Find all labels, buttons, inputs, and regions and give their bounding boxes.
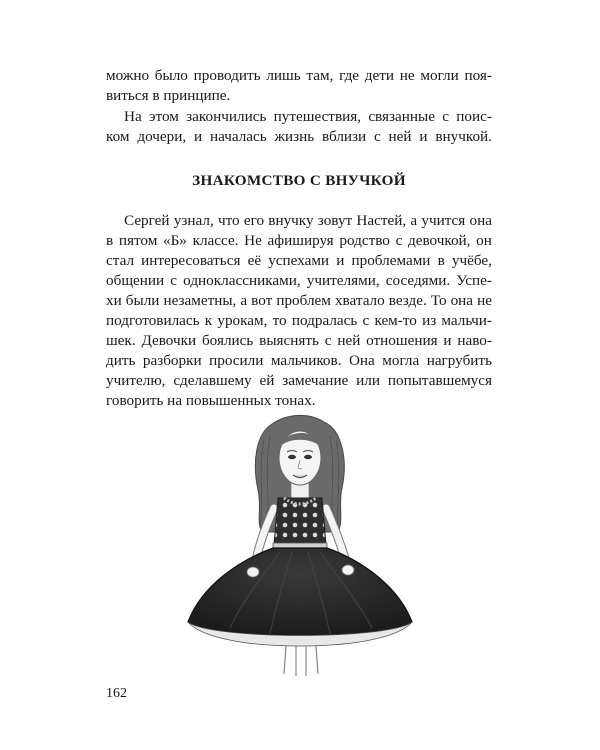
word: из <box>422 312 437 329</box>
word: с <box>373 128 381 145</box>
word: везде. <box>388 292 427 309</box>
page-number: 162 <box>106 686 127 701</box>
text-line <box>106 211 492 231</box>
word: просили <box>209 352 264 369</box>
word: вот <box>251 292 273 309</box>
word: ней <box>337 332 361 349</box>
word: успехами <box>268 252 330 269</box>
word: разборки <box>142 352 202 369</box>
text-line <box>106 231 492 251</box>
word: «Б» <box>162 232 187 249</box>
word: подралась <box>291 312 358 329</box>
word: вблизи <box>322 128 367 145</box>
text-line <box>106 291 492 311</box>
word: могла <box>382 352 420 369</box>
word: нагрубить <box>426 352 492 369</box>
word: не <box>399 67 415 84</box>
word: девочкой, <box>407 232 471 249</box>
word: На <box>124 108 142 125</box>
word: проблемами <box>351 252 431 269</box>
word: или <box>356 372 380 389</box>
word: внучку <box>268 212 314 229</box>
word: учится <box>421 212 466 229</box>
word: замечание <box>282 372 349 389</box>
word: он <box>476 232 492 249</box>
text-line: говорить на повышенных тонах. <box>106 392 316 409</box>
word: выяснять <box>259 332 319 349</box>
word: с <box>324 332 332 349</box>
word: могли <box>420 67 459 84</box>
word: Она <box>348 352 375 369</box>
word: не <box>477 292 492 309</box>
word: учёбе, <box>451 252 492 269</box>
word: зовут <box>317 212 353 229</box>
word: жизнь <box>274 128 315 145</box>
word: Девочки <box>141 332 197 349</box>
word: можно <box>106 67 150 84</box>
word: кем-то <box>374 312 417 329</box>
word: путешествия, <box>273 108 362 125</box>
word: к <box>204 312 213 329</box>
word: началась <box>209 128 267 145</box>
section-heading: ЗНАКОМСТВО С ВНУЧКОЙ <box>192 172 406 189</box>
text-line <box>106 66 492 86</box>
word: в <box>106 232 114 249</box>
word: боялись <box>201 332 254 349</box>
word: урокам, <box>217 312 268 329</box>
word: проводить <box>193 67 261 84</box>
word: подготовилась <box>106 312 200 329</box>
word: закончились <box>186 108 267 125</box>
word: Успе- <box>456 272 492 289</box>
word: было <box>154 67 188 84</box>
word: наво- <box>457 332 492 349</box>
word: поис- <box>456 108 492 125</box>
word: афишируя <box>267 232 334 249</box>
text-line: виться в принципе. <box>106 87 231 104</box>
word: она <box>469 212 492 229</box>
word: хи <box>106 292 122 309</box>
word: узнал, <box>173 212 214 229</box>
text-line <box>106 311 492 331</box>
word: классе. <box>192 232 239 249</box>
word: родство <box>339 232 390 249</box>
word: Настей, <box>356 212 407 229</box>
word: а <box>240 292 248 309</box>
word: его <box>243 212 265 229</box>
word: попытавшемуся <box>387 372 492 389</box>
word: мальчи- <box>441 312 492 329</box>
word: ком <box>106 128 130 145</box>
word: пятом <box>118 232 158 249</box>
text-line <box>106 127 492 147</box>
word: учителю, <box>106 372 166 389</box>
word: отношения <box>366 332 438 349</box>
word: что <box>217 212 240 229</box>
word: её <box>247 252 262 269</box>
word: были <box>125 292 160 309</box>
word: одноклассниками, <box>183 272 301 289</box>
text-line <box>106 251 492 271</box>
word: и <box>419 128 428 145</box>
word: сделавшему <box>173 372 252 389</box>
word: мальчиков. <box>270 352 342 369</box>
word: стал <box>106 252 135 269</box>
text-line <box>106 371 492 391</box>
word: с <box>170 272 178 289</box>
word: с <box>442 108 449 125</box>
word: в <box>437 252 445 269</box>
word: шек. <box>106 332 136 349</box>
text-line <box>106 107 492 127</box>
word: с <box>395 232 403 249</box>
word: то <box>272 312 287 329</box>
word: учителями, <box>306 272 380 289</box>
word: дить <box>106 352 136 369</box>
word: соседями. <box>385 272 451 289</box>
word: внучкой. <box>435 128 492 145</box>
word: дети <box>364 67 395 84</box>
word: связанные <box>368 108 435 125</box>
word: она <box>450 292 474 309</box>
word: и <box>336 252 345 269</box>
word: интересоваться <box>141 252 241 269</box>
word: проблем <box>276 292 331 309</box>
word: ней <box>388 128 412 145</box>
word: этом <box>149 108 179 125</box>
word: хватало <box>334 292 385 309</box>
text-line <box>106 331 492 351</box>
word: а <box>410 212 418 229</box>
word: с <box>362 312 370 329</box>
girl-illustration <box>160 400 450 680</box>
word: незаметны, <box>163 292 237 309</box>
word: поя- <box>464 67 492 84</box>
word: Сергей <box>124 212 170 229</box>
word: То <box>430 292 447 309</box>
word: и <box>193 128 203 145</box>
word: ей <box>259 372 275 389</box>
word: и <box>443 332 452 349</box>
word: дочери, <box>137 128 187 145</box>
word: Не <box>244 232 262 249</box>
text-line <box>106 351 492 371</box>
word: там, <box>306 67 334 84</box>
word: общении <box>106 272 165 289</box>
word: лишь <box>266 67 301 84</box>
text-line <box>106 271 492 291</box>
word: где <box>339 67 360 84</box>
